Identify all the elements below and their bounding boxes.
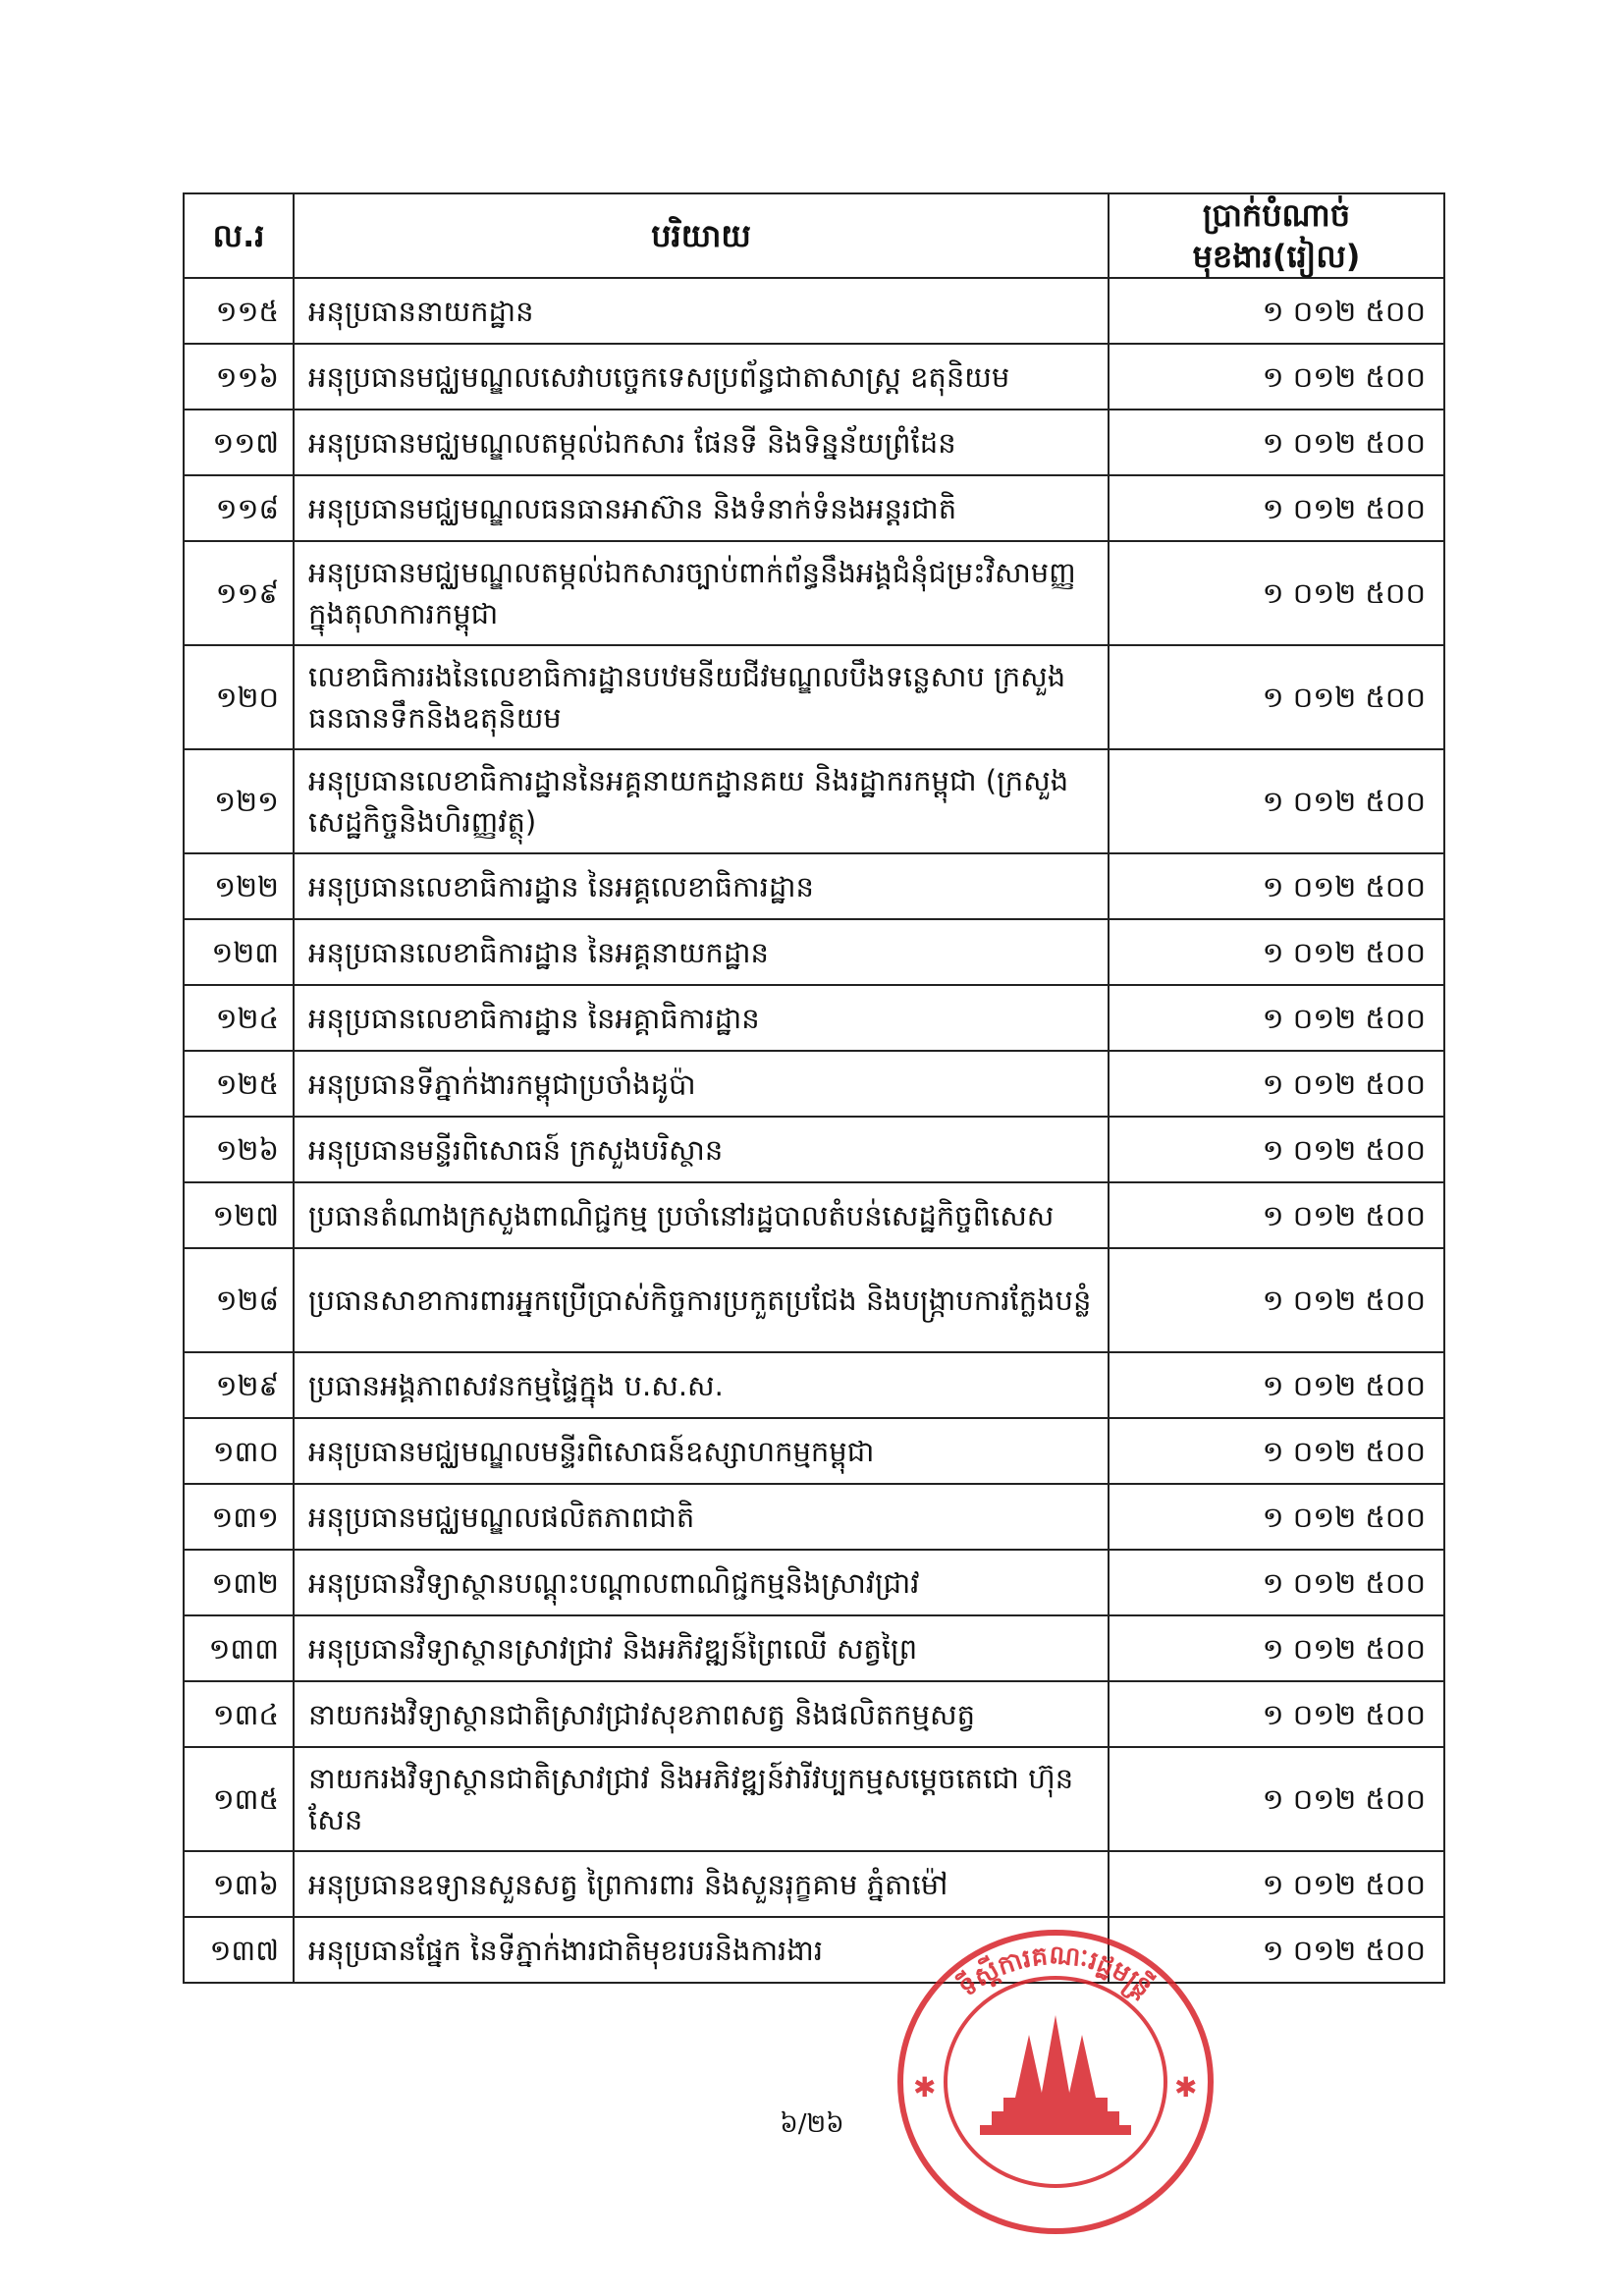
row-description: ប្រធានតំណាងក្រសួងពាណិជ្ជកម្ម ប្រចាំនៅរដ្ឋបាលតំបន់សេដ្ឋកិច្ចពិសេស bbox=[294, 1182, 1109, 1248]
table-row bbox=[184, 344, 1444, 410]
table-header-row bbox=[184, 193, 1444, 278]
row-description: លេខាធិការរងនៃលេខាធិការដ្ឋានបឋមនីយជីវមណ្ឌលបឹងទន្លេសាប ក្រសួងធនធានទឹកនិងឧតុនិយម bbox=[294, 645, 1109, 749]
row-amount: ១ ០១២ ៥០០ bbox=[1109, 1051, 1444, 1117]
row-amount: ១ ០១២ ៥០០ bbox=[1109, 985, 1444, 1051]
row-amount: ១ ០១២ ៥០០ bbox=[1109, 1851, 1444, 1917]
row-number: ១២៩ bbox=[184, 1352, 294, 1418]
row-amount: ១ ០១២ ៥០០ bbox=[1109, 1681, 1444, 1747]
table-row bbox=[184, 853, 1444, 919]
table-row bbox=[184, 919, 1444, 985]
row-number: ១២០ bbox=[184, 645, 294, 749]
row-amount: ១ ០១២ ៥០០ bbox=[1109, 1484, 1444, 1550]
row-amount: ១ ០១២ ៥០០ bbox=[1109, 1352, 1444, 1418]
table-row bbox=[184, 645, 1444, 749]
row-amount: ១ ០១២ ៥០០ bbox=[1109, 1747, 1444, 1851]
table-row bbox=[184, 1484, 1444, 1550]
row-number: ១៣៧ bbox=[184, 1917, 294, 1983]
row-amount: ១ ០១២ ៥០០ bbox=[1109, 1418, 1444, 1484]
row-number: ១២៧ bbox=[184, 1182, 294, 1248]
table-row bbox=[184, 1615, 1444, 1681]
row-description: អនុប្រធានលេខាធិការដ្ឋាន នៃអគ្គាធិការដ្ឋាន bbox=[294, 985, 1109, 1051]
table-row bbox=[184, 1182, 1444, 1248]
svg-text:✱: ✱ bbox=[1174, 2071, 1198, 2104]
row-number: ១៣៥ bbox=[184, 1747, 294, 1851]
row-amount: ១ ០១២ ៥០០ bbox=[1109, 1248, 1444, 1352]
row-description: អនុប្រធានមន្ទីរពិសោធន៍ ក្រសួងបរិស្ថាន bbox=[294, 1117, 1109, 1182]
table-row bbox=[184, 1248, 1444, 1352]
table-row bbox=[184, 985, 1444, 1051]
row-amount: ១ ០១២ ៥០០ bbox=[1109, 1182, 1444, 1248]
table-row bbox=[184, 1681, 1444, 1747]
allowance-table bbox=[183, 192, 1445, 1984]
row-description: អនុប្រធានផ្នែក នៃទីភ្នាក់ងារជាតិមុខរបរនិងការងារ bbox=[294, 1917, 1109, 1983]
row-amount: ១ ០១២ ៥០០ bbox=[1109, 645, 1444, 749]
row-number: ១២៥ bbox=[184, 1051, 294, 1117]
row-number: ១៣២ bbox=[184, 1550, 294, 1615]
row-number: ១២១ bbox=[184, 749, 294, 853]
row-amount: ១ ០១២ ៥០០ bbox=[1109, 749, 1444, 853]
row-amount: ១ ០១២ ៥០០ bbox=[1109, 919, 1444, 985]
row-description: អនុប្រធានលេខាធិការដ្ឋាននៃអគ្គនាយកដ្ឋានគយ និងរដ្ឋាករកម្ពុជា (ក្រសួងសេដ្ឋកិច្ចនិងហិរញ្ញវត្ថុ) bbox=[294, 749, 1109, 853]
row-description: ប្រធានអង្គភាពសវនកម្មផ្ទៃក្នុង ប.ស.ស. bbox=[294, 1352, 1109, 1418]
table-row bbox=[184, 1747, 1444, 1851]
row-description: នាយករងវិទ្យាស្ថានជាតិស្រាវជ្រាវ និងអភិវឌ្ឍន៍វារីវប្បកម្មសម្តេចតេជោ ហ៊ុន សែន bbox=[294, 1747, 1109, 1851]
table-body bbox=[184, 278, 1444, 1983]
row-number: ១២២ bbox=[184, 853, 294, 919]
row-number: ១១៧ bbox=[184, 410, 294, 475]
row-description: ប្រធានសាខាការពារអ្នកប្រើប្រាស់កិច្ចការប្រកួតប្រជែង និងបង្ក្រាបការក្លែងបន្លំ bbox=[294, 1248, 1109, 1352]
table-row bbox=[184, 1117, 1444, 1182]
header-description: បរិយាយ bbox=[294, 193, 1109, 278]
row-description: អនុប្រធានទីភ្នាក់ងារកម្ពុជាប្រចាំងដូប៉ា bbox=[294, 1051, 1109, 1117]
row-amount: ១ ០១២ ៥០០ bbox=[1109, 1615, 1444, 1681]
table-row bbox=[184, 1550, 1444, 1615]
row-description: អនុប្រធានលេខាធិការដ្ឋាន នៃអគ្គលេខាធិការដ្ឋាន bbox=[294, 853, 1109, 919]
header-amount: ប្រាក់បំណាច់មុខងារ(រៀល) bbox=[1109, 193, 1444, 278]
row-amount: ១ ០១២ ៥០០ bbox=[1109, 541, 1444, 645]
row-number: ១២៨ bbox=[184, 1248, 294, 1352]
row-number: ១៣១ bbox=[184, 1484, 294, 1550]
row-amount: ១ ០១២ ៥០០ bbox=[1109, 1117, 1444, 1182]
row-number: ១២៣ bbox=[184, 919, 294, 985]
row-number: ១២៤ bbox=[184, 985, 294, 1051]
table-row bbox=[184, 1917, 1444, 1983]
table-row bbox=[184, 541, 1444, 645]
row-number: ១៣៦ bbox=[184, 1851, 294, 1917]
table-row bbox=[184, 278, 1444, 344]
row-number: ១៣៤ bbox=[184, 1681, 294, 1747]
row-description: អនុប្រធានមជ្ឈមណ្ឌលធនធានអាស៊ាន និងទំនាក់ទំនងអន្តរជាតិ bbox=[294, 475, 1109, 541]
row-amount: ១ ០១២ ៥០០ bbox=[1109, 278, 1444, 344]
row-number: ១៣០ bbox=[184, 1418, 294, 1484]
row-amount: ១ ០១២ ៥០០ bbox=[1109, 1550, 1444, 1615]
row-number: ១១៦ bbox=[184, 344, 294, 410]
official-seal-stamp bbox=[893, 1925, 1218, 2239]
row-description: អនុប្រធានវិទ្យាស្ថានបណ្តុះបណ្តាលពាណិជ្ជកម្មនិងស្រាវជ្រាវ bbox=[294, 1550, 1109, 1615]
row-description: អនុប្រធាននាយកដ្ឋាន bbox=[294, 278, 1109, 344]
row-number: ១២៦ bbox=[184, 1117, 294, 1182]
row-description: អនុប្រធានលេខាធិការដ្ឋាន នៃអគ្គនាយកដ្ឋាន bbox=[294, 919, 1109, 985]
row-description: អនុប្រធានមជ្ឈមណ្ឌលសេវាបច្ចេកទេសប្រព័ន្ធជាតាសាស្ត្រ ឧតុនិយម bbox=[294, 344, 1109, 410]
row-number: ១៣៣ bbox=[184, 1615, 294, 1681]
row-description: នាយករងវិទ្យាស្ថានជាតិស្រាវជ្រាវសុខភាពសត្វ និងផលិតកម្មសត្វ bbox=[294, 1681, 1109, 1747]
row-amount: ១ ០១២ ៥០០ bbox=[1109, 853, 1444, 919]
table-row bbox=[184, 749, 1444, 853]
stamp-text: ទីស្តីការគណៈរដ្ឋមន្ត្រី bbox=[952, 1940, 1158, 2003]
row-number: ១១៨ bbox=[184, 475, 294, 541]
svg-text:✱: ✱ bbox=[913, 2071, 937, 2104]
row-number: ១១៩ bbox=[184, 541, 294, 645]
row-number: ១១៥ bbox=[184, 278, 294, 344]
table-row bbox=[184, 1051, 1444, 1117]
row-description: អនុប្រធានមជ្ឈមណ្ឌលតម្កល់ឯកសារ ផែនទី និងទិន្នន័យព្រំដែន bbox=[294, 410, 1109, 475]
row-amount: ១ ០១២ ៥០០ bbox=[1109, 344, 1444, 410]
table-row bbox=[184, 1418, 1444, 1484]
row-description: អនុប្រធានមជ្ឈមណ្ឌលផលិតភាពជាតិ bbox=[294, 1484, 1109, 1550]
table-row bbox=[184, 410, 1444, 475]
row-description: អនុប្រធានមជ្ឈមណ្ឌលមន្ទីរពិសោធន៍ឧស្សាហកម្មកម្ពុជា bbox=[294, 1418, 1109, 1484]
table-row bbox=[184, 1352, 1444, 1418]
header-number: ល.រ bbox=[184, 193, 294, 278]
page-number: ៦/២៦ bbox=[780, 2109, 844, 2139]
row-description: អនុប្រធានវិទ្យាស្ថានស្រាវជ្រាវ និងអភិវឌ្ឍន៍ព្រៃឈើ សត្វព្រៃ bbox=[294, 1615, 1109, 1681]
table-row bbox=[184, 1851, 1444, 1917]
table-row bbox=[184, 475, 1444, 541]
angkor-temple-seal-icon bbox=[980, 2015, 1131, 2135]
row-description: អនុប្រធានឧទ្យានសួនសត្វ ព្រៃការពារ និងសួនរុក្ខគាម ភ្នំតាម៉ៅ bbox=[294, 1851, 1109, 1917]
row-amount: ១ ០១២ ៥០០ bbox=[1109, 475, 1444, 541]
row-description: អនុប្រធានមជ្ឈមណ្ឌលតម្កល់ឯកសារច្បាប់ពាក់ព័ន្ធនឹងអង្គជំនុំជម្រះវិសាមញ្ញក្នុងតុលាការកម្ពុជា bbox=[294, 541, 1109, 645]
row-amount: ១ ០១២ ៥០០ bbox=[1109, 1917, 1444, 1983]
row-amount: ១ ០១២ ៥០០ bbox=[1109, 410, 1444, 475]
